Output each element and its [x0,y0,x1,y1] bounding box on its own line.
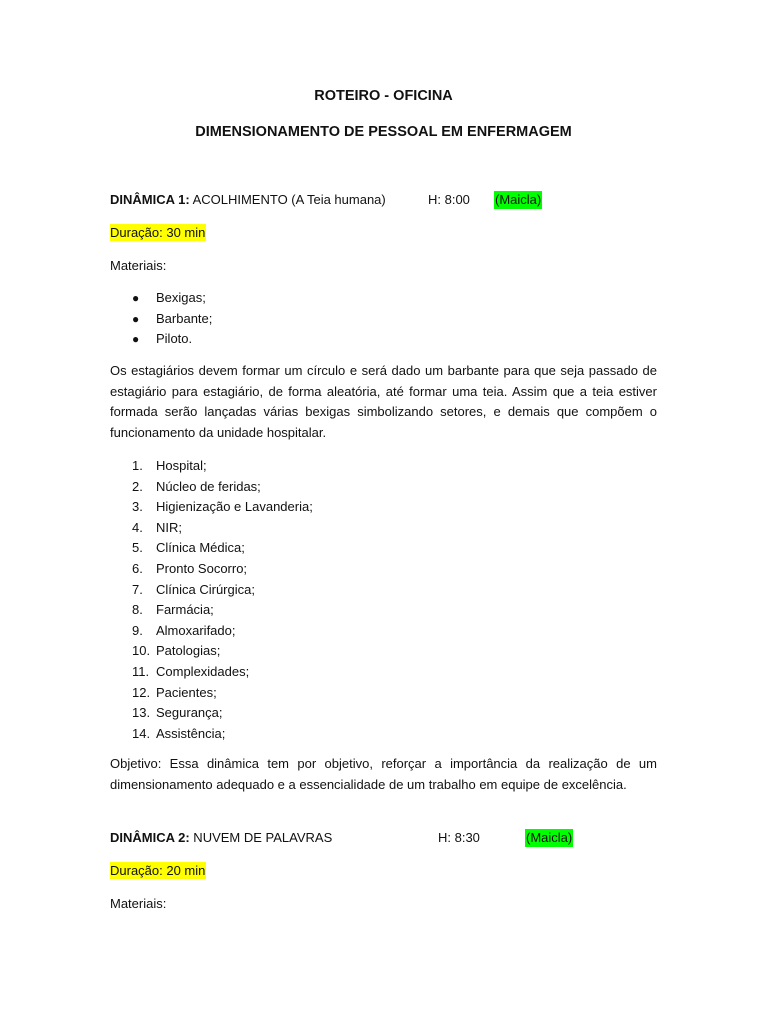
dinamica-1-duration: Duração: 30 min [110,225,206,240]
list-item: 3. Higienização e Lavanderia; [132,499,313,515]
dinamica-1-hour: H: 8:00 [428,192,470,207]
list-item: 4. NIR; [132,519,182,535]
list-item: 8. Farmácia; [132,602,214,618]
dinamica-2-materials-label: Materiais: [110,896,167,911]
list-item: ● Piloto. [110,329,212,350]
list-item: 14. Assistência; [132,725,226,741]
document-subtitle: DIMENSIONAMENTO DE PESSOAL EM ENFERMAGEM [195,124,572,140]
dinamica-1-name: ACOLHIMENTO (A Teia humana) [189,192,386,207]
dinamica-1-owner: (Maicla) [495,192,542,207]
dinamica-2-hour: H: 8:30 [438,830,480,845]
dinamica-1-materials-label: Materiais: [110,258,167,273]
dinamica-1-description: Os estagiários devem formar um círculo e será dado um barbante para que seja passado de estagiário para estagiário, de forma aleatória, até formar uma teia. Assim que a teia estiver formada serão lançadas várias bexigas simbolizando setores, e demais que compõem o funcionamento da unidade hospitalar. [110,363,657,440]
list-item: 13. Segurança; [132,705,223,721]
bullet-icon: ● [132,291,140,305]
bullet-icon: ● [132,332,140,346]
list-item: ● Barbante; [110,309,212,330]
document-title: ROTEIRO - OFICINA [314,88,453,104]
list-item: 7. Clínica Cirúrgica; [132,581,255,597]
dinamica-1-header [110,191,657,209]
dinamica-2-name: NUVEM DE PALAVRAS [189,830,333,845]
dinamica-2-header [110,829,657,847]
dinamica-2-owner: (Maicla) [526,830,573,845]
list-item: ● Bexigas; [110,288,212,309]
list-item: 12. Pacientes; [132,684,217,700]
list-item: 11. Complexidades; [132,663,250,679]
dinamica-2-duration: Duração: 20 min [110,863,206,878]
dinamica-1-materials-list [110,288,212,350]
list-item: 2. Núcleo de feridas; [132,478,261,494]
bullet-icon: ● [132,311,140,326]
list-item: 1. Hospital; [132,458,207,473]
dinamica-1-objective: Objetivo: Essa dinâmica tem por objetivo, reforçar a importância da realização de um dimensionamento adequado e a essencialidade de um trabalho em equipe de excelência. [110,756,657,792]
list-item: 9. Almoxarifado; [132,622,236,638]
list-item: 6. Pronto Socorro; [132,560,248,576]
list-item: 5. Clínica Médica; [132,540,245,556]
dinamica-1-sectors-list [110,456,313,744]
dinamica-1-label: DINÂMICA 1: [110,192,190,207]
dinamica-2-label: DINÂMICA 2: [110,830,190,845]
list-item: 10. Patologias; [132,643,221,659]
